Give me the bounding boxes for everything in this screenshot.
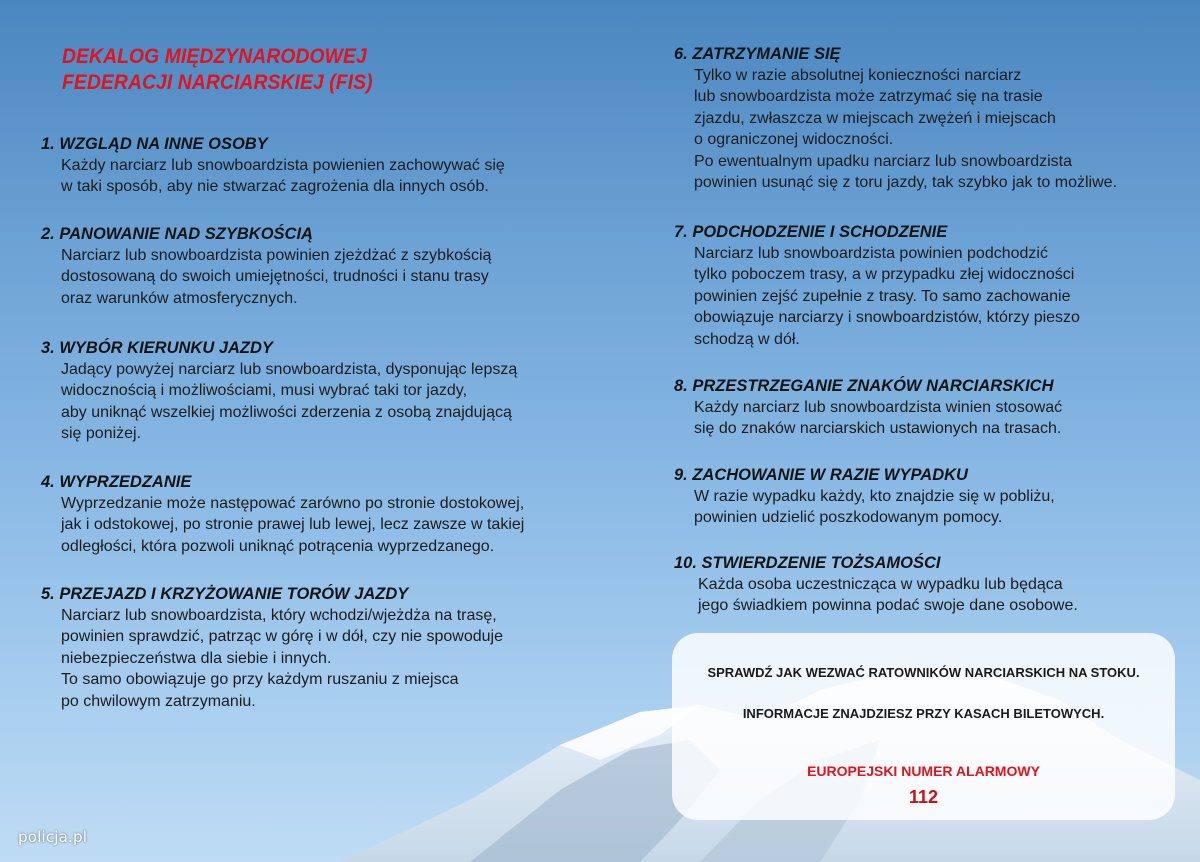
title-line-1: DEKALOG MIĘDZYNARODOWEJ	[62, 45, 367, 68]
rule-line: Po ewentualnym upadku narciarz lub snowboardzista	[694, 152, 1072, 170]
rule-heading: 7. PODCHODZENIE I SCHODZENIE	[674, 223, 948, 241]
rule-line: Wyprzedzanie może następować zarówno po stronie dostokowej,	[61, 495, 525, 512]
rule-line: dostosowaną do swoich umiejętności, trudności i stanu trasy	[61, 268, 489, 286]
emergency-info-box	[672, 633, 1175, 820]
rule-line: powinien zejść zupełnie z trasy. To samo zachowanie	[694, 287, 1071, 305]
rule-line: powinien sprawdzić, patrząc w górę i w dół, czy nie spowoduje	[61, 628, 503, 646]
rule-line: W razie wypadku każdy, kto znajdzie się w pobliżu,	[694, 488, 1055, 505]
rule-line: tylko poboczem trasy, a w przypadku złej widoczności	[694, 266, 1075, 284]
rule-heading: 1. WZGLĄD NA INNE OSOBY	[41, 135, 268, 153]
rule-heading: 5. PRZEJAZD I KRZYŻOWANIE TORÓW JAZDY	[41, 585, 409, 603]
rule-8	[674, 376, 1200, 440]
rule-line: Narciarz lub snowboardzista powinien podchodzić	[694, 245, 1048, 262]
rule-heading: 9. ZACHOWANIE W RAZIE WYPADKU	[674, 466, 968, 484]
alarm-number-label: EUROPEJSKI NUMER ALARMOWY	[807, 763, 1040, 779]
rule-line: Tylko w razie absolutnej konieczności narciarz	[694, 67, 1022, 84]
rule-9	[674, 465, 1200, 529]
rule-line: jego świadkiem powinna podać swoje dane osobowe.	[698, 597, 1078, 615]
rule-line: To samo obowiązuje go przy każdym ruszaniu z miejsca	[61, 671, 459, 689]
rule-line: Jadący powyżej narciarz lub snowboardzista, dysponując lepszą	[61, 361, 518, 378]
rule-4	[41, 472, 601, 557]
rule-line: aby uniknąć wszelkiej możliwości zderzenia z osobą znajdującą	[61, 403, 512, 421]
page-title	[62, 44, 373, 96]
rule-line: niebezpieczeństwa dla siebie i innych.	[61, 649, 332, 667]
rule-heading: 3. WYBÓR KIERUNKU JAZDY	[41, 339, 273, 357]
rule-2	[41, 224, 601, 309]
rescue-info-line: SPRAWDŹ JAK WEZWAĆ RATOWNIKÓW NARCIARSKICH NA STOKU.	[707, 665, 1140, 680]
ticket-office-info-line: INFORMACJE ZNAJDZIESZ PRZY KASACH BILETOWYCH.	[742, 706, 1105, 721]
rule-heading: 6. ZATRZYMANIE SIĘ	[674, 45, 841, 63]
rule-line: lub snowboardzista może zatrzymać się na trasie	[694, 88, 1043, 106]
rule-line: o ograniczonej widoczności.	[694, 131, 894, 149]
rule-text	[61, 605, 601, 712]
rule-text	[698, 574, 1200, 617]
rule-line: Każdy narciarz lub snowboardzista powienien zachowywać się	[61, 157, 505, 174]
rule-line: odległości, która pozwoli uniknąć potrącenia wyprzedzanego.	[61, 537, 495, 555]
rule-line: Narciarz lub snowboardzista, który wchodzi/wjeżdża na trasę,	[61, 607, 497, 624]
rule-line: powinien usunąć się z toru jazdy, tak szybko jak to możliwe.	[694, 174, 1118, 192]
rule-line: po chwilowym zatrzymaniu.	[61, 692, 256, 710]
alarm-number: 112	[908, 787, 939, 807]
rule-heading: 4. WYPRZEDZANIE	[41, 473, 192, 491]
rule-text	[694, 397, 1200, 440]
rule-line: Każda osoba uczestnicząca w wypadku lub będąca	[698, 576, 1063, 593]
rule-line: zjazdu, zwłaszcza w miejscach zwężeń i miejscach	[694, 109, 1056, 127]
rule-text	[694, 65, 1200, 193]
rule-text	[61, 245, 601, 309]
rule-line: Narciarz lub snowboardzista powinien zjeżdżać z szybkością	[61, 247, 492, 264]
rule-heading: 10. STWIERDZENIE TOŻSAMOŚCI	[674, 554, 941, 572]
rule-line: w taki sposób, aby nie stwarzać zagrożenia dla innych osób.	[61, 178, 489, 196]
rule-line: obowiązuje narciarzy i snowboardzistów, którzy pieszo	[694, 309, 1080, 327]
rule-heading: 2. PANOWANIE NAD SZYBKOŚCIĄ	[41, 225, 313, 243]
rule-line: się poniżej.	[61, 425, 142, 443]
rule-text	[61, 493, 601, 557]
rule-text	[694, 486, 1200, 529]
rule-3	[41, 338, 601, 445]
rule-line: schodzą w dół.	[694, 330, 800, 348]
rule-text	[694, 243, 1200, 350]
rule-line: oraz warunków atmosferycznych.	[61, 289, 298, 307]
rule-1	[41, 134, 601, 198]
rule-line: jak i odstokowej, po stronie prawej lub lewej, lecz zawsze w takiej	[61, 516, 525, 534]
rule-text	[61, 155, 601, 198]
brand-watermark: policja.pl	[18, 828, 88, 846]
rule-7	[674, 222, 1200, 350]
rule-line: powinien udzielić poszkodowanym pomocy.	[694, 509, 1003, 527]
rule-text	[61, 359, 601, 445]
rule-line: Każdy narciarz lub snowboardzista winien stosować	[694, 399, 1063, 416]
rule-line: się do znaków narciarskich ustawionych na trasach.	[694, 420, 1062, 438]
rule-10	[674, 553, 1200, 617]
rule-5	[41, 584, 601, 712]
rule-6	[674, 44, 1200, 193]
title-line-2: FEDERACJI NARCIARSKIEJ (FIS)	[62, 71, 373, 94]
rule-line: widocznością i możliwościami, musi wybrać taki tor jazdy,	[61, 382, 468, 400]
rule-heading: 8. PRZESTRZEGANIE ZNAKÓW NARCIARSKICH	[674, 377, 1054, 395]
